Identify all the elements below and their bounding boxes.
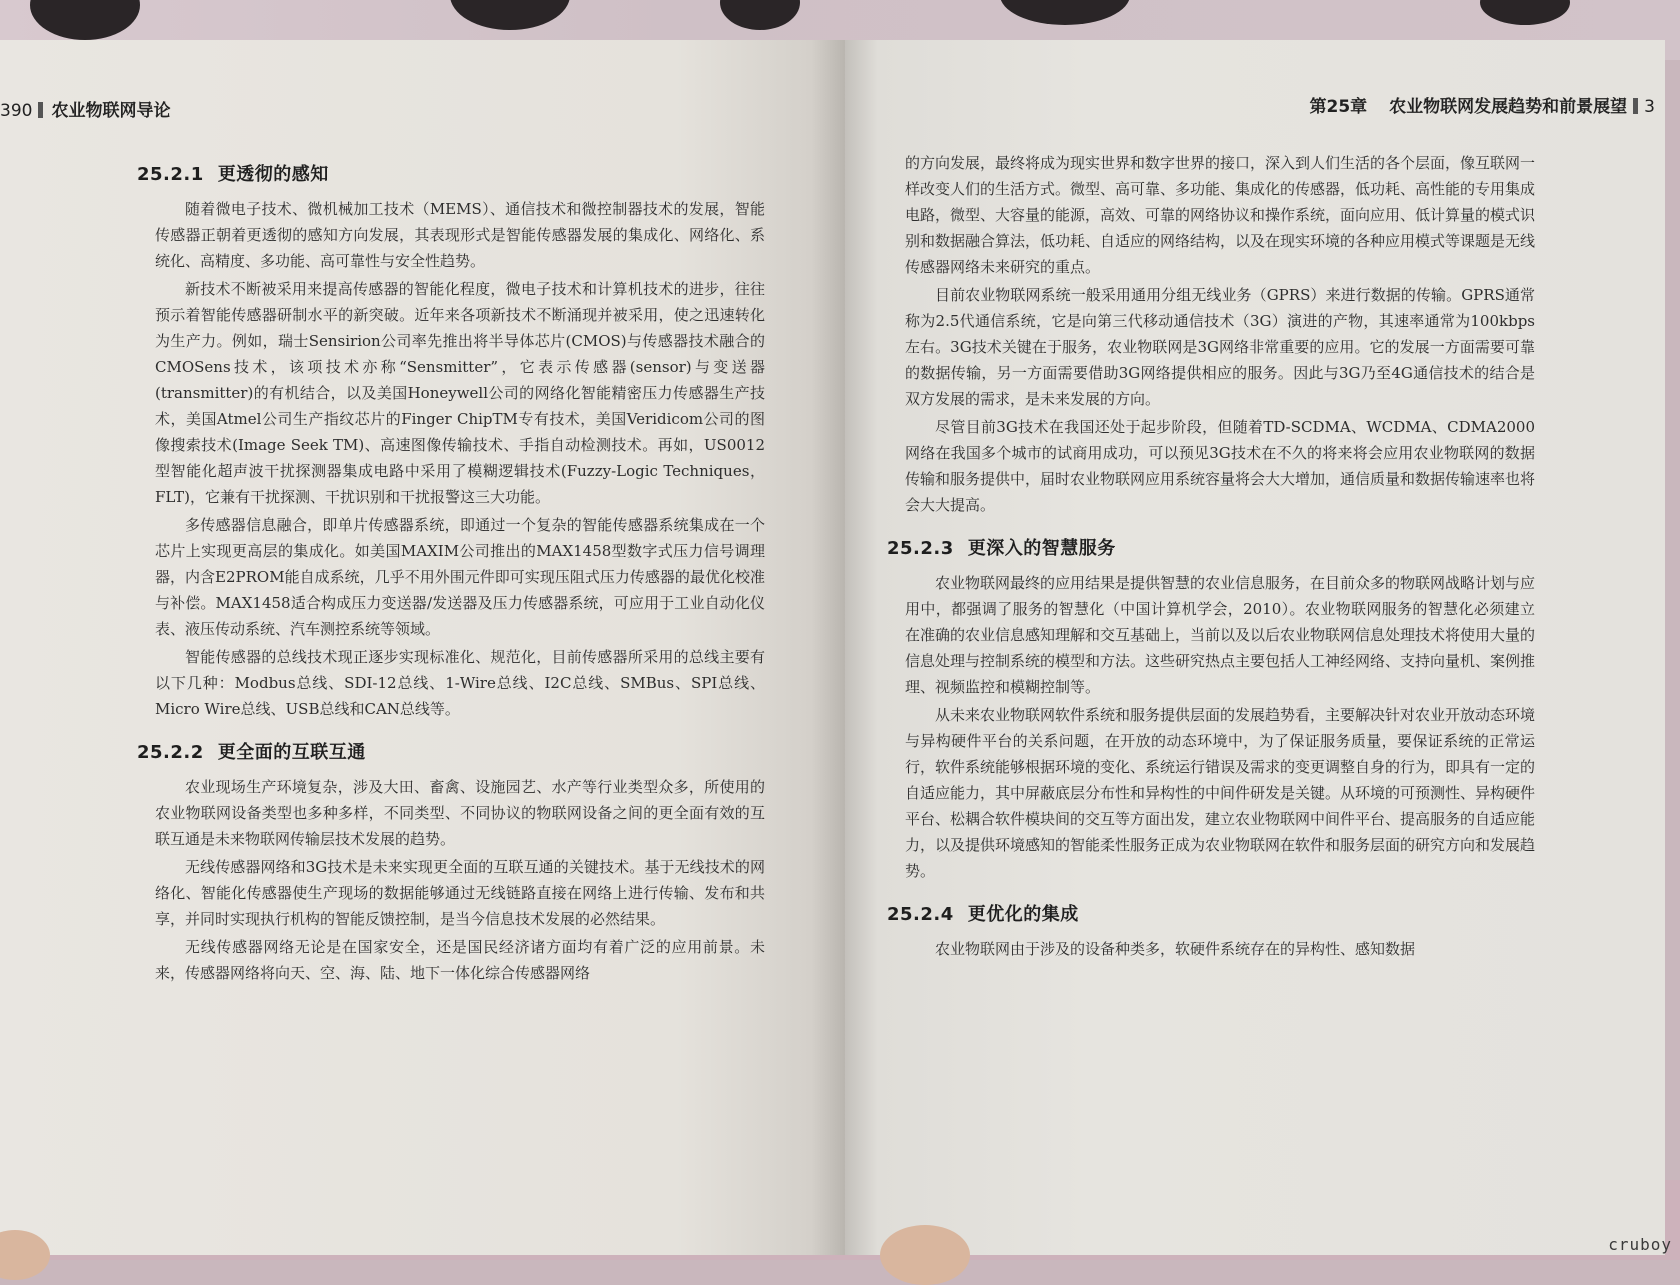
right-page-number: 3: [1644, 97, 1655, 117]
section-heading: [137, 738, 765, 764]
header-divider: [38, 102, 43, 118]
section-number: 25.2.4: [887, 904, 954, 925]
section-number: 25.2.3: [887, 538, 954, 559]
section-title: 更深入的智慧服务: [967, 538, 1116, 559]
book-title: 农业物联网导论: [51, 101, 171, 121]
section-heading: [887, 534, 1535, 560]
paragraph: 无线传感器网络无论是在国家安全，还是国民经济诸方面均有着广泛的应用前景。未来，传感器网络将向天、空、海、陆、地下一体化综合传感器网络: [155, 938, 765, 982]
section-heading: [887, 900, 1535, 926]
section-number: 25.2.2: [137, 742, 204, 763]
section-title: 更优化的集成: [967, 904, 1079, 925]
paragraph: 无线传感器网络和3G技术是未来实现更全面的互联互通的关键技术。基于无线技术的网络化、智能化传感器使生产现场的数据能够通过无线链路直接在网络上进行传输、发布和共享，并同时实现执行机构的智能反馈控制，是当今信息技术发展的必然结果。: [155, 858, 765, 928]
thumb-at-bottom: [880, 1225, 970, 1285]
paragraph: 随着微电子技术、微机械加工技术（MEMS）、通信技术和微控制器技术的发展，智能传感器正朝着更透彻的感知方向发展，其表现形式是智能传感器发展的集成化、网络化、系统化、高精度、多功能、高可靠性与安全性趋势。: [155, 200, 765, 270]
paragraph: 从未来农业物联网软件系统和服务提供层面的发展趋势看，主要解决针对农业开放动态环境与异构硬件平台的关系问题，在开放的动态环境中，为了保证服务质量，要保证系统的正常运行，软件系统能够根据环境的变化、系统运行错误及需求的变更调整自身的行为，即具有一定的自适应能力，其中屏蔽底层分布性和异构性的中间件研发是关键。从环境的可预测性、异构硬件平台、松耦合软件模块间的交互等方面出发，建立农业物联网中间件平台、提高服务的自适应能力，以及提供环境感知的智能柔性服务正成为农业物联网在软件和服务层面的研究方向和发展趋势。: [905, 706, 1536, 880]
paragraph-continuation: 的方向发展，最终将成为现实世界和数字世界的接口，深入到人们生活的各个层面，像互联网一样改变人们的生活方式。微型、高可靠、多功能、集成化的传感器，低功耗、高性能的专用集成电路，微型、大容量的能源，高效、可靠的网络协议和操作系统，面向应用、低计算量的模式识别和数据融合算法，低功耗、自适应的网络结构，以及在现实环境的各种应用模式等课题是无线传感器网络未来研究的重点。: [905, 154, 1536, 276]
header-divider: [1633, 98, 1638, 114]
paragraph: 农业物联网最终的应用结果是提供智慧的农业信息服务，在目前众多的物联网战略计划与应用中，都强调了服务的智慧化（中国计算机学会，2010）。农业物联网服务的智慧化必须建立在准确的农业信息感知理解和交互基础上，当前以及以后农业物联网信息处理技术将使用大量的信息处理与控制系统的模型和方法。这些研究热点主要包括人工神经网络、支持向量机、案例推理、视频监控和模糊控制等。: [905, 574, 1536, 696]
section-title: 更全面的互联互通: [217, 742, 366, 763]
paragraph: 多传感器信息融合，即单片传感器系统，即通过一个复杂的智能传感器系统集成在一个芯片上实现更高层的集成化。如美国MAXIM公司推出的MAX1458型数字式压力信号调理器，内含E2PROM能自成系统，几乎不用外围元件即可实现压阻式压力传感器的最优化校准与补偿。MAX1458适合构成压力变送器/发送器及压力传感器系统，可应用于工业自动化仪表、液压传动系统、汽车测控系统等领域。: [155, 516, 765, 638]
left-page-number: 390: [0, 101, 33, 121]
chapter-title: 农业物联网发展趋势和前景展望: [1389, 97, 1628, 117]
watermark: cruboy: [1608, 1235, 1672, 1254]
section-title: 更透彻的感知: [217, 164, 329, 185]
left-running-header: [0, 96, 170, 121]
right-page-content: [887, 150, 1536, 964]
section-number: 25.2.1: [137, 164, 204, 185]
chapter-label: 第25章: [1309, 97, 1368, 117]
left-page-content: [137, 150, 765, 988]
paragraph: 农业物联网由于涉及的设备种类多，软硬件系统存在的异构性、感知数据: [935, 940, 1416, 958]
paragraph: 新技术不断被采用来提高传感器的智能化程度，微电子技术和计算机技术的进步，往往预示着智能传感器研制水平的新突破。近年来各项新技术不断涌现并被采用，使之迅速转化为生产力。例如，瑞士Sensirion公司率先推出将半导体芯片(CMOS)与传感器技术融合的CMOSens技术，该项技术亦称“Sensmitter”，它表示传感器(sensor)与变送器(transmitter)的有机结合，以及美国Honeywell公司的网络化智能精密压力传感器生产技术，美国Atmel公司生产指纹芯片的Finger ChipTM专有技术，美国Veridicom公司的图像搜索技术(Image Seek TM)、高速图像传输技术、手指自动检测技术。再如，US0012型智能化超声波干扰探测器集成电路中采用了模糊逻辑技术(Fuzzy-Logic Techniques，FLT)，它兼有干扰探测、干扰识别和干扰报警这三大功能。: [155, 280, 765, 506]
right-running-header: [1310, 92, 1656, 117]
paragraph: 智能传感器的总线技术现正逐步实现标准化、规范化，目前传感器所采用的总线主要有以下几种：Modbus总线、SDI-12总线、1-Wire总线、I2C总线、SMBus、SPI总线、Micro Wire总线、USB总线和CAN总线等。: [155, 648, 765, 718]
paragraph: 尽管目前3G技术在我国还处于起步阶段，但随着TD-SCDMA、WCDMA、CDMA2000网络在我国多个城市的试商用成功，可以预见3G技术在不久的将来将会应用农业物联网的数据传输和服务提供中，届时农业物联网应用系统容量将会大大增加，通信质量和数据传输速率也将会大大提高。: [905, 418, 1536, 514]
paragraph: 农业现场生产环境复杂，涉及大田、畜禽、设施园艺、水产等行业类型众多，所使用的农业物联网设备类型也多种多样，不同类型、不同协议的物联网设备之间的更全面有效的互联互通是未来物联网传输层技术发展的趋势。: [155, 778, 765, 848]
paragraph: 目前农业物联网系统一般采用通用分组无线业务（GPRS）来进行数据的传输。GPRS通常称为2.5代通信系统，它是向第三代移动通信技术（3G）演进的产物，其速率通常为100kbps左右。3G技术关键在于服务，农业物联网是3G网络非常重要的应用。它的发展一方面需要可靠的数据传输，另一方面需要借助3G网络提供相应的服务。因此与3G乃至4G通信技术的结合是双方发展的需求，是未来发展的方向。: [905, 286, 1535, 408]
section-heading: [137, 160, 765, 186]
